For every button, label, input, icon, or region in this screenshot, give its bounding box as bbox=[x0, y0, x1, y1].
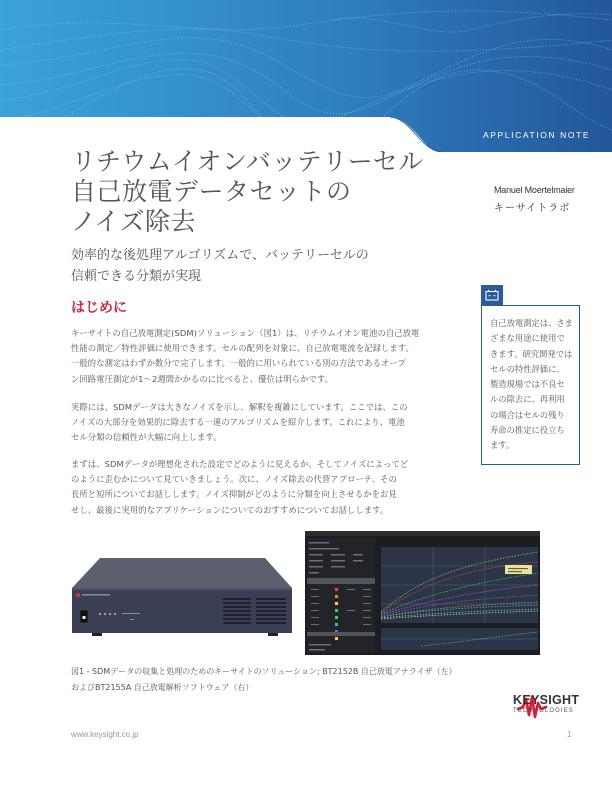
caption-line: 図1 - SDMデータの収集と処理のためのキーサイトのソリューション; BT2152B 自己放電アナライザ（左） bbox=[71, 667, 457, 676]
callout-box bbox=[481, 305, 580, 465]
callout-line: 自己放電測定は、さま bbox=[490, 318, 573, 328]
paragraph-line: まずは、SDMデータが理想化された設定でどのように見えるか、そしてノイズによってど bbox=[71, 459, 409, 469]
callout-line: きます。研究開発では bbox=[490, 348, 573, 359]
software-main-plot bbox=[381, 547, 538, 623]
callout-line: 製造現場では不良セ bbox=[490, 379, 565, 390]
figure-caption bbox=[71, 664, 457, 696]
callout-line: セルの特性評価に、 bbox=[490, 363, 565, 374]
software-secondary-plot bbox=[381, 628, 538, 650]
callout-line: ルの除去に、再利用 bbox=[490, 394, 565, 405]
callout-line: の場合はセルの残り bbox=[490, 409, 565, 420]
software-cell-list-panel bbox=[307, 538, 375, 653]
battery-icon bbox=[485, 289, 499, 301]
paragraph-line: 長所と短所についてお話しします。ノイズ抑制がどのように分類を向上させるかをお見 bbox=[71, 489, 397, 500]
paragraph-line: セル分類の信頼性が大幅に向上します。 bbox=[71, 432, 222, 443]
paragraph-line: 性能の測定／特性評価に使用できます。セルの配列を対象に、自己放電電流を記録します。 bbox=[71, 343, 414, 354]
keysight-logo-wordmark: KEYSIGHT bbox=[513, 693, 580, 707]
paragraph-line: キーサイトの自己放電測定(SDM)ソリューション（図1）は、リチウムイオン電池の自己放電 bbox=[71, 328, 420, 338]
title-line: 自己放電データセットの bbox=[71, 177, 352, 206]
title-line: リチウムイオンバッテリーセル bbox=[71, 147, 424, 176]
body-paragraph-2 bbox=[71, 400, 441, 446]
body-paragraph-3 bbox=[71, 457, 441, 518]
author-organization: キーサイトラボ bbox=[494, 203, 571, 214]
figure-analyzer-image bbox=[60, 540, 300, 650]
callout-line: ます。 bbox=[490, 440, 515, 451]
page-title bbox=[71, 147, 451, 237]
paragraph-line: ノイズの大部分を効果的に除去する一連のアルゴリズムを紹介します。これにより、電池 bbox=[71, 417, 405, 428]
title-line: ノイズ除去 bbox=[71, 207, 197, 236]
paragraph-line: 一般的な測定はわずか数分で完了します。一般的に用いられている別の方法であるオープ bbox=[71, 358, 406, 369]
subtitle-line: 信頼できる分類が実現 bbox=[71, 269, 202, 284]
caption-line: およびBT2155A 自己放電解析ソフトウェア（右） bbox=[71, 683, 254, 692]
document-type-label: APPLICATION NOTE bbox=[483, 130, 591, 140]
page-subtitle bbox=[71, 245, 451, 287]
callout-icon-badge bbox=[481, 285, 503, 305]
subtitle-line: 効率的な後処理アルゴリズムで、バッテリーセルの bbox=[71, 248, 369, 263]
body-paragraph-1 bbox=[71, 326, 441, 387]
footer-website-link[interactable]: www.keysight.co.jp bbox=[71, 730, 139, 739]
callout-line: 寿命の推定に役立ち bbox=[490, 425, 565, 436]
software-titlebar bbox=[305, 531, 540, 536]
figure-software-screenshot bbox=[305, 531, 540, 655]
author-name: Manuel Moertelmaier bbox=[494, 185, 575, 195]
paragraph-line: のように歪むかについて見ていきましょう。次に、ノイズ除去の代替アプローチ、その bbox=[71, 474, 397, 485]
page-number: 1 bbox=[567, 730, 572, 739]
keysight-logo-subtext: TECHNOLOGIES bbox=[513, 708, 574, 714]
callout-line: ざまな用途に使用で bbox=[490, 333, 565, 344]
section-heading: はじめに bbox=[71, 300, 127, 316]
paragraph-line: 実際には、SDMデータは大きなノイズを示し、解釈を複雑にしています。ここでは、この bbox=[71, 402, 408, 412]
paragraph-line: ン回路電圧測定が1～2週間かかるのに比べると、優位は明らかです。 bbox=[71, 373, 334, 384]
author-block bbox=[494, 185, 575, 214]
paragraph-line: せし、最後に実用的なアプリケーションについてのおすすめについてお話しします。 bbox=[71, 504, 389, 515]
